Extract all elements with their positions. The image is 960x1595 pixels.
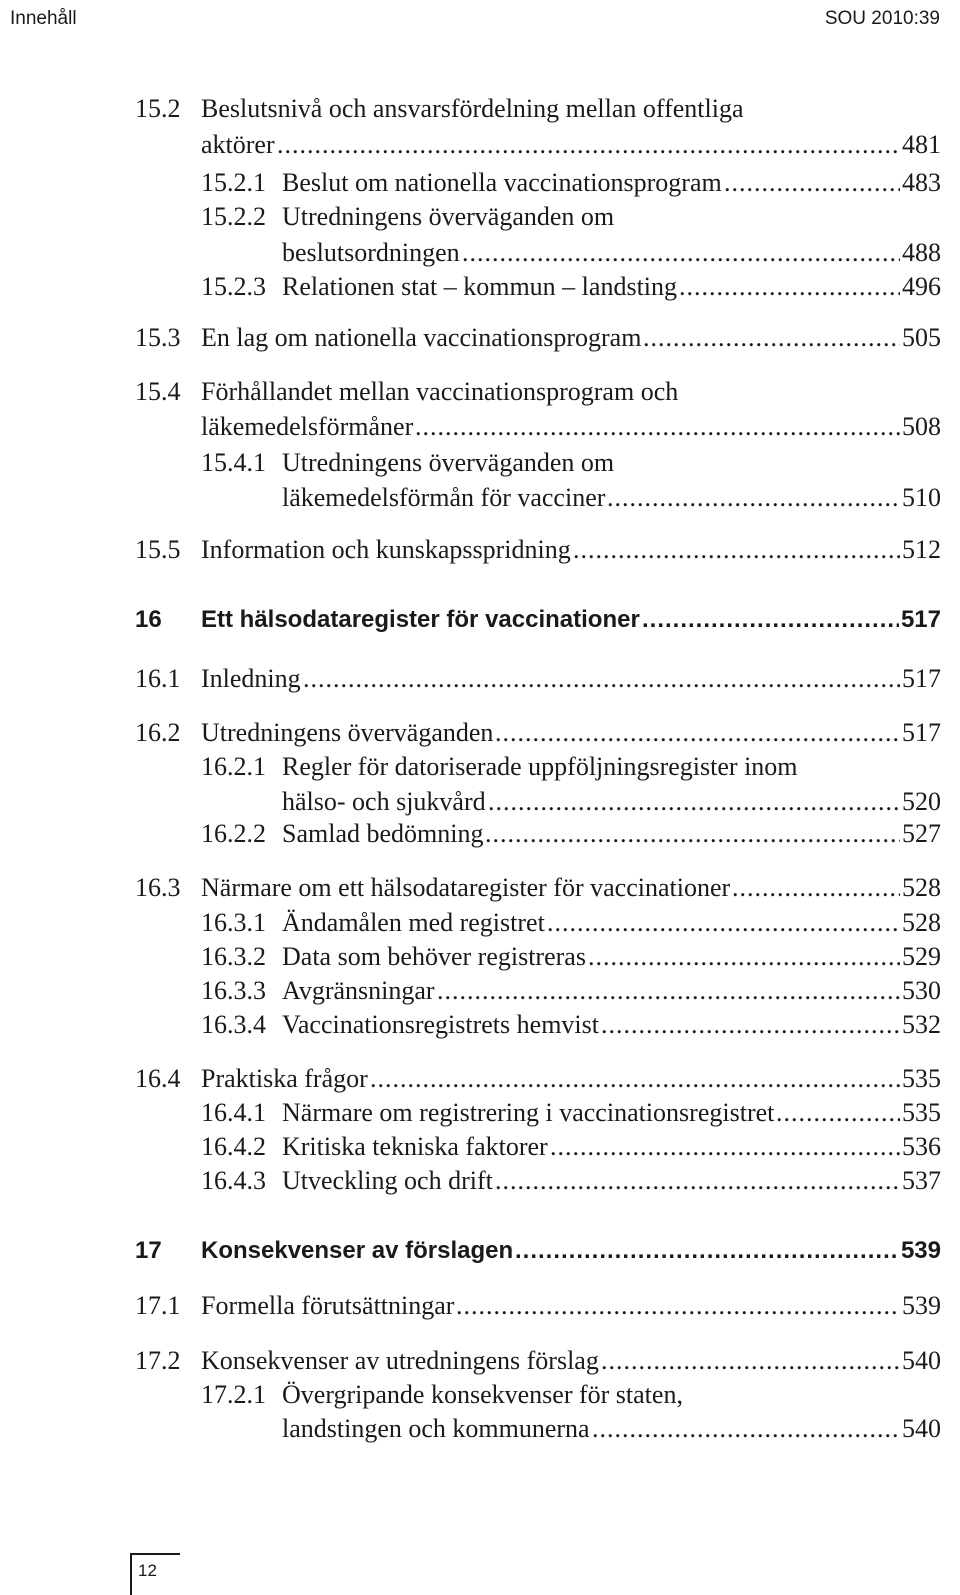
header-section-label: Innehåll xyxy=(10,8,77,29)
toc-entry[interactable] xyxy=(0,128,960,162)
toc-entry[interactable] xyxy=(0,481,960,515)
toc-entry-number: 15.2.3 xyxy=(201,272,266,301)
toc-dot-leader xyxy=(456,1289,900,1323)
toc-entry-number: 16.3.4 xyxy=(201,1010,266,1039)
toc-dot-leader xyxy=(550,1130,900,1164)
toc-entry-number: 16.4 xyxy=(135,1064,181,1093)
toc-entry[interactable] xyxy=(0,236,960,270)
toc-dot-leader xyxy=(277,128,900,162)
toc-entry-number: 15.4.1 xyxy=(201,448,266,477)
toc-dot-leader xyxy=(642,603,899,637)
toc-dot-leader xyxy=(601,1344,900,1378)
toc-entry-title: En lag om nationella vaccinationsprogram xyxy=(201,323,642,352)
toc-entry-title: Utredningens överväganden xyxy=(201,718,494,747)
toc-entry[interactable] xyxy=(0,200,960,234)
toc-entry-title: läkemedelsförmån för vacciner xyxy=(282,483,606,512)
toc-entry-number: 16.4.2 xyxy=(201,1132,266,1161)
toc-entry[interactable] xyxy=(0,1289,960,1323)
toc-entry-page: 536 xyxy=(900,1130,941,1164)
toc-dot-leader xyxy=(485,817,900,851)
toc-entry-page: 540 xyxy=(900,1412,941,1446)
toc-dot-leader xyxy=(573,533,900,567)
toc-entry-number: 16.3.2 xyxy=(201,942,266,971)
toc-entry-page: 540 xyxy=(900,1344,941,1378)
header-report-id: SOU 2010:39 xyxy=(824,8,940,29)
toc-entry-number: 15.2.2 xyxy=(201,202,266,231)
toc-entry-title: Beslut om nationella vaccinationsprogram xyxy=(282,168,722,197)
toc-entry[interactable] xyxy=(0,1008,960,1042)
toc-entry-title: Samlad bedömning xyxy=(282,819,484,848)
page-number: 12 xyxy=(138,1561,157,1580)
toc-entry-page: 520 xyxy=(900,785,941,819)
toc-entry-title: Praktiska frågor xyxy=(201,1064,368,1093)
toc-dot-leader xyxy=(776,1096,900,1130)
toc-entry[interactable] xyxy=(0,716,960,750)
toc-entry-number: 17 xyxy=(135,1237,162,1264)
toc-entry-title: hälso- och sjukvård xyxy=(282,787,486,816)
toc-entry[interactable] xyxy=(0,817,960,851)
toc-entry-title: Information och kunskapsspridning xyxy=(201,535,571,564)
toc-dot-leader xyxy=(724,166,900,200)
toc-dot-leader xyxy=(488,785,900,819)
toc-entry-title: Konsekvenser av utredningens förslag xyxy=(201,1346,599,1375)
toc-entry-number: 15.2 xyxy=(135,94,181,123)
toc-dot-leader xyxy=(607,481,900,515)
toc-entry-number: 16.4.3 xyxy=(201,1166,266,1195)
toc-entry[interactable] xyxy=(0,974,960,1008)
toc-entry-title: Formella förutsättningar xyxy=(201,1291,455,1320)
toc-entry[interactable] xyxy=(0,662,960,696)
toc-entry-title: Övergripande konsekvenser för staten, xyxy=(282,1380,683,1409)
toc-chapter-entry[interactable] xyxy=(0,1234,960,1268)
toc-entry[interactable] xyxy=(0,446,960,480)
toc-dot-leader xyxy=(515,1234,899,1268)
toc-entry-page: 528 xyxy=(900,906,941,940)
toc-entry-page: 532 xyxy=(900,1008,941,1042)
toc-entry-title: Avgränsningar xyxy=(282,976,435,1005)
toc-entry-number: 15.5 xyxy=(135,535,181,564)
toc-entry-page: 505 xyxy=(900,321,941,355)
toc-dot-leader xyxy=(437,974,900,1008)
toc-entry[interactable] xyxy=(0,1096,960,1130)
toc-entry-title: Utveckling och drift xyxy=(282,1166,493,1195)
toc-dot-leader xyxy=(732,871,900,905)
toc-entry-title: Ändamålen med registret xyxy=(282,908,545,937)
toc-entry-title: Utredningens överväganden om xyxy=(282,448,615,477)
toc-dot-leader xyxy=(592,1412,900,1446)
toc-dot-leader xyxy=(370,1062,900,1096)
toc-dot-leader xyxy=(679,270,900,304)
toc-entry-page: 539 xyxy=(899,1234,941,1268)
toc-entry-page: 517 xyxy=(899,603,941,637)
toc-dot-leader xyxy=(303,662,900,696)
toc-entry-number: 16.1 xyxy=(135,664,181,693)
toc-dot-leader xyxy=(462,236,900,270)
toc-entry-number: 15.2.1 xyxy=(201,168,266,197)
running-header xyxy=(0,0,960,48)
toc-entry-number: 15.3 xyxy=(135,323,181,352)
toc-entry[interactable] xyxy=(0,1378,960,1412)
toc-entry[interactable] xyxy=(0,533,960,567)
toc-entry[interactable] xyxy=(0,1062,960,1096)
toc-entry-page: 510 xyxy=(900,481,941,515)
toc-entry-title: Ett hälsodataregister för vaccinationer xyxy=(201,606,640,633)
toc-entry[interactable] xyxy=(0,1130,960,1164)
toc-entry-title: Inledning xyxy=(201,664,301,693)
toc-dot-leader xyxy=(495,716,900,750)
toc-entry-page: 535 xyxy=(900,1096,941,1130)
toc-entry[interactable] xyxy=(0,270,960,304)
toc-entry-title: beslutsordningen xyxy=(282,238,460,267)
toc-entry[interactable] xyxy=(0,410,960,444)
toc-dot-leader xyxy=(643,321,900,355)
toc-entry-number: 17.2.1 xyxy=(201,1380,266,1409)
toc-entry-page: 539 xyxy=(900,1289,941,1323)
toc-entry-title: Kritiska tekniska faktorer xyxy=(282,1132,548,1161)
toc-dot-leader xyxy=(588,940,900,974)
toc-entry-title: Data som behöver registreras xyxy=(282,942,586,971)
toc-entry-number: 16 xyxy=(135,606,162,633)
toc-entry-number: 16.2 xyxy=(135,718,181,747)
toc-entry[interactable] xyxy=(0,871,960,905)
toc-entry-number: 15.4 xyxy=(135,377,181,406)
toc-entry-title: Förhållandet mellan vaccinationsprogram och xyxy=(201,377,679,406)
toc-entry-page: 481 xyxy=(900,128,941,162)
toc-entry-page: 488 xyxy=(900,236,941,270)
page-footer xyxy=(130,1553,180,1595)
toc-dot-leader xyxy=(495,1164,900,1198)
toc-entry-page: 537 xyxy=(900,1164,941,1198)
toc-entry-page: 508 xyxy=(900,410,941,444)
toc-entry-title: Beslutsnivå och ansvarsfördelning mellan offentliga xyxy=(201,94,744,123)
toc-entry-title: aktörer xyxy=(201,130,275,159)
toc-entry-page: 483 xyxy=(900,166,941,200)
toc-entry[interactable] xyxy=(0,1164,960,1198)
toc-chapter-entry[interactable] xyxy=(0,603,960,637)
toc-entry-page: 496 xyxy=(900,270,941,304)
toc-dot-leader xyxy=(415,410,900,444)
toc-entry-title: Regler för datoriserade uppföljningsregister inom xyxy=(282,752,798,781)
toc-entry[interactable] xyxy=(0,375,960,409)
toc-entry-page: 535 xyxy=(900,1062,941,1096)
toc-entry[interactable] xyxy=(0,906,960,940)
toc-entry-title: Vaccinationsregistrets hemvist xyxy=(282,1010,599,1039)
toc-dot-leader xyxy=(547,906,900,940)
toc-entry[interactable] xyxy=(0,92,960,126)
toc-entry[interactable] xyxy=(0,321,960,355)
toc-entry-title: läkemedelsförmåner xyxy=(201,412,414,441)
toc-entry[interactable] xyxy=(0,1344,960,1378)
toc-entry-page: 512 xyxy=(900,533,941,567)
toc-dot-leader xyxy=(601,1008,900,1042)
toc-entry[interactable] xyxy=(0,785,960,819)
toc-entry-page: 527 xyxy=(900,817,941,851)
toc-entry-page: 530 xyxy=(900,974,941,1008)
toc-entry-number: 16.3 xyxy=(135,873,181,902)
toc-entry[interactable] xyxy=(0,1412,960,1446)
toc-entry-page: 517 xyxy=(900,716,941,750)
toc-entry-page: 517 xyxy=(900,662,941,696)
toc-entry-number: 17.2 xyxy=(135,1346,181,1375)
toc-entry-number: 16.2.1 xyxy=(201,752,266,781)
toc-entry-title: Närmare om ett hälsodataregister för vaccinationer xyxy=(201,873,731,902)
toc-entry-page: 529 xyxy=(900,940,941,974)
toc-entry-number: 16.3.1 xyxy=(201,908,266,937)
toc-entry-title: Utredningens överväganden om xyxy=(282,202,615,231)
toc-entry-title: Konsekvenser av förslagen xyxy=(201,1237,514,1264)
toc-entry-number: 16.4.1 xyxy=(201,1098,266,1127)
toc-entry-title: Relationen stat – kommun – landsting xyxy=(282,272,678,301)
toc-entry-title: Närmare om registrering i vaccinationsregistret xyxy=(282,1098,775,1127)
toc-entry-number: 16.2.2 xyxy=(201,819,266,848)
toc-entry-title: landstingen och kommunerna xyxy=(282,1414,590,1443)
toc-entry[interactable] xyxy=(0,166,960,200)
toc-entry-number: 16.3.3 xyxy=(201,976,266,1005)
toc-entry-number: 17.1 xyxy=(135,1291,181,1320)
toc-entry[interactable] xyxy=(0,750,960,784)
toc-entry[interactable] xyxy=(0,940,960,974)
toc-entry-page: 528 xyxy=(900,871,941,905)
